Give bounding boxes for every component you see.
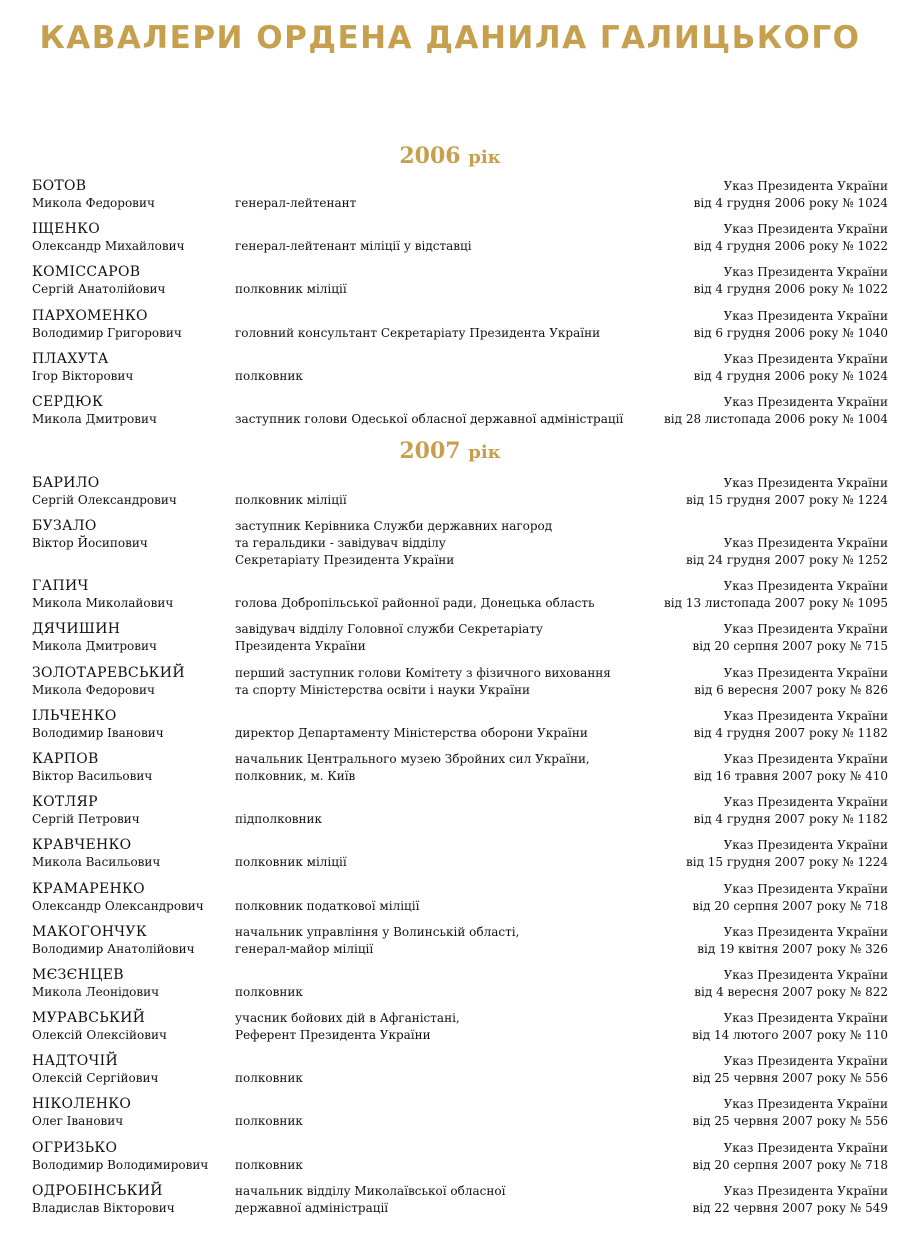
decree-reference xyxy=(693,1053,888,1087)
decree-date: від 20 серпня 2007 року № 718 xyxy=(692,898,888,913)
recipient-position xyxy=(235,1010,655,1044)
award-entry xyxy=(0,221,900,264)
award-entry xyxy=(0,708,900,751)
decree-date: від 15 грудня 2007 року № 1224 xyxy=(685,493,888,507)
award-entry xyxy=(0,924,900,967)
decree-reference xyxy=(694,351,888,385)
award-entry xyxy=(0,308,900,351)
recipient-surname: ОДРОБІНСЬКИЙ xyxy=(32,1182,163,1199)
year-number: 2007 xyxy=(399,438,461,464)
recipient-surname: ПАРХОМЕНКО xyxy=(32,307,148,324)
recipient-surname: КОТЛЯР xyxy=(32,794,98,811)
decree-title: Указ Президента України xyxy=(723,536,888,551)
decree-reference xyxy=(664,578,888,612)
decree-reference xyxy=(694,308,888,342)
decree-date: від 4 грудня 2006 року № 1022 xyxy=(693,239,888,254)
decree-title: Указ Президента України xyxy=(723,222,888,237)
decree-title: Указ Президента України xyxy=(723,476,888,490)
recipient-position xyxy=(235,1157,655,1174)
decree-title: Указ Президента України xyxy=(723,1183,888,1198)
position-line: генерал-майор міліції xyxy=(235,941,374,956)
entries-list xyxy=(0,475,900,1226)
recipient-given-names: Володимир Григорович xyxy=(32,325,182,340)
recipient-given-names: Олександр Михайлович xyxy=(32,239,185,254)
decree-reference xyxy=(694,264,888,298)
recipient-surname: МЄЗЄНЦЕВ xyxy=(32,966,124,983)
decree-date: від 4 вересня 2007 року № 822 xyxy=(694,984,888,999)
award-entry xyxy=(0,1096,900,1139)
recipient-surname: ЗОЛОТАРЕВСЬКИЙ xyxy=(32,664,185,681)
award-entry xyxy=(0,1053,900,1096)
decree-title: Указ Президента України xyxy=(723,881,888,896)
recipient-surname: КОМІССАРОВ xyxy=(32,264,141,281)
position-line: Секретаріату Президента України xyxy=(235,553,455,568)
recipient-surname: ІЛЬЧЕНКО xyxy=(32,707,117,724)
recipient-position xyxy=(235,368,655,385)
recipient-position xyxy=(235,751,655,785)
recipient-position xyxy=(235,281,655,298)
recipient-surname: КРАВЧЕНКО xyxy=(32,837,132,854)
position-line: перший заступник голови Комітету з фізичного виховання xyxy=(235,665,611,680)
recipient-surname: ІЩЕНКО xyxy=(32,221,101,238)
recipient-given-names: Віктор Васильович xyxy=(32,768,153,783)
decree-title: Указ Президента України xyxy=(723,394,888,409)
decree-title: Указ Президента України xyxy=(723,1097,888,1112)
recipient-position xyxy=(235,518,655,569)
position-line: завідувач відділу Головної служби Секретаріату xyxy=(235,622,543,637)
position-line: Президента України xyxy=(235,639,366,654)
award-entry xyxy=(0,264,900,307)
decree-reference xyxy=(694,967,888,1001)
decree-reference xyxy=(686,475,888,509)
decree-date: від 19 квітня 2007 року № 326 xyxy=(697,941,888,956)
recipient-given-names: Ігор Вікторович xyxy=(32,368,134,383)
decree-title: Указ Президента України xyxy=(723,924,888,939)
award-entry xyxy=(0,621,900,664)
section-2007 xyxy=(0,437,900,1226)
position-line: заступник голови Одеської обласної державної адміністрації xyxy=(235,411,624,426)
decree-reference xyxy=(686,837,888,871)
recipient-position xyxy=(235,1070,655,1087)
decree-reference xyxy=(693,881,888,915)
award-entry xyxy=(0,665,900,708)
decree-date: від 16 травня 2007 року № 410 xyxy=(693,768,888,783)
recipient-given-names: Микола Миколайович xyxy=(32,596,174,611)
position-line: полковник xyxy=(235,1071,303,1086)
position-line: полковник xyxy=(235,1114,303,1129)
decree-date: від 22 червня 2007 року № 549 xyxy=(692,1200,888,1215)
recipient-surname: КАРПОВ xyxy=(32,750,99,767)
recipient-given-names: Сергій Анатолійович xyxy=(32,282,166,297)
decree-date: від 15 грудня 2007 року № 1224 xyxy=(685,855,888,870)
award-entry xyxy=(0,1183,900,1226)
recipient-position xyxy=(235,238,655,255)
position-line: полковник xyxy=(235,368,303,383)
award-entry xyxy=(0,837,900,880)
award-entry xyxy=(0,881,900,924)
recipient-position xyxy=(235,665,655,699)
award-entry xyxy=(0,475,900,518)
decree-date: від 13 листопада 2007 року № 1095 xyxy=(664,596,888,611)
decree-reference xyxy=(694,708,888,742)
recipient-surname: НАДТОЧІЙ xyxy=(32,1053,118,1070)
position-line: та спорту Міністерства освіти і науки України xyxy=(235,682,530,697)
year-suffix: рік xyxy=(468,442,501,463)
decree-reference xyxy=(693,1140,888,1174)
year-number: 2006 xyxy=(399,143,461,169)
decree-reference xyxy=(693,621,888,655)
award-entry xyxy=(0,578,900,621)
recipient-position xyxy=(235,854,655,871)
decree-title: Указ Президента України xyxy=(723,179,888,193)
decree-reference xyxy=(697,924,888,958)
decree-title: Указ Президента України xyxy=(723,1054,888,1069)
recipient-given-names: Віктор Йосипович xyxy=(32,536,148,551)
recipient-given-names: Олексій Сергійович xyxy=(32,1071,159,1086)
award-entry xyxy=(0,394,900,437)
award-entry xyxy=(0,967,900,1010)
recipient-surname: НІКОЛЕНКО xyxy=(32,1096,132,1113)
recipient-surname: СЕРДЮК xyxy=(32,393,104,410)
decree-title: Указ Президента України xyxy=(723,265,888,280)
recipient-position xyxy=(235,595,655,612)
position-line: полковник міліції xyxy=(235,493,347,507)
decree-date: від 24 грудня 2007 року № 1252 xyxy=(685,553,888,568)
recipient-position xyxy=(235,924,655,958)
recipient-given-names: Микола Дмитрович xyxy=(32,639,157,654)
decree-date: від 4 грудня 2006 року № 1024 xyxy=(693,196,888,210)
recipient-given-names: Володимир Іванович xyxy=(32,725,164,740)
recipient-given-names: Володимир Анатолійович xyxy=(32,941,195,956)
award-entry xyxy=(0,794,900,837)
position-line: головний консультант Секретаріату Президента України xyxy=(235,325,601,340)
decree-reference xyxy=(686,535,888,569)
decree-date: від 6 грудня 2006 року № 1040 xyxy=(693,325,888,340)
decree-date: від 25 червня 2007 року № 556 xyxy=(692,1071,888,1086)
decree-reference xyxy=(692,1010,888,1044)
decree-date: від 4 грудня 2007 року № 1182 xyxy=(693,812,888,827)
position-line: підполковник xyxy=(235,812,323,827)
recipient-given-names: Сергій Петрович xyxy=(32,812,140,827)
page-title: КАВАЛЕРИ ОРДЕНА ДАНИЛА ГАЛИЦЬКОГО xyxy=(39,20,861,56)
recipient-position xyxy=(235,195,655,212)
award-entry xyxy=(0,351,900,394)
decree-reference xyxy=(693,1183,888,1217)
recipient-position xyxy=(235,325,655,342)
decree-reference xyxy=(694,178,888,212)
position-line: полковник податкової міліції xyxy=(235,898,420,913)
decree-title: Указ Президента України xyxy=(723,665,888,680)
decree-title: Указ Президента України xyxy=(723,351,888,366)
recipient-position xyxy=(235,492,655,509)
position-line: начальник управління у Волинській області, xyxy=(235,924,520,939)
position-line: полковник міліції xyxy=(235,282,347,297)
decree-title: Указ Президента України xyxy=(723,708,888,723)
recipient-given-names: Микола Васильович xyxy=(32,855,161,870)
decree-reference xyxy=(693,1096,888,1130)
decree-date: від 25 червня 2007 року № 556 xyxy=(692,1114,888,1129)
decree-date: від 20 серпня 2007 року № 718 xyxy=(692,1157,888,1172)
award-entry xyxy=(0,1010,900,1053)
position-line: державної адміністрації xyxy=(235,1200,389,1215)
recipient-surname: БАРИЛО xyxy=(32,475,100,491)
award-entry xyxy=(0,751,900,794)
award-entry xyxy=(0,1140,900,1183)
entries-list xyxy=(0,178,900,437)
position-line: генерал-лейтенант xyxy=(235,196,357,210)
decree-reference xyxy=(694,794,888,828)
decree-date: від 4 грудня 2007 року № 1182 xyxy=(693,725,888,740)
award-entry xyxy=(0,178,900,221)
position-line: Референт Президента України xyxy=(235,1028,431,1043)
decree-date: від 20 серпня 2007 року № 715 xyxy=(692,639,888,654)
recipient-position xyxy=(235,1183,655,1217)
recipient-surname: БУЗАЛО xyxy=(32,518,97,535)
position-line: голова Добропільської районної ради, Донецька область xyxy=(235,596,595,611)
decree-title: Указ Президента України xyxy=(723,795,888,810)
recipient-given-names: Володимир Володимирович xyxy=(32,1157,209,1172)
recipient-given-names: Олексій Олексійович xyxy=(32,1028,167,1043)
decree-title: Указ Президента України xyxy=(723,967,888,982)
position-line: полковник, м. Київ xyxy=(235,768,356,783)
award-entry xyxy=(0,518,900,578)
decree-title: Указ Президента України xyxy=(723,622,888,637)
recipient-given-names: Микола Дмитрович xyxy=(32,411,157,426)
decree-title: Указ Президента України xyxy=(723,1140,888,1155)
decree-date: від 6 вересня 2007 року № 826 xyxy=(694,682,888,697)
decree-title: Указ Президента України xyxy=(723,579,888,594)
recipient-position xyxy=(235,984,655,1001)
recipient-position xyxy=(235,411,655,428)
recipient-given-names: Микола Федорович xyxy=(32,196,155,210)
recipient-surname: ПЛАХУТА xyxy=(32,350,109,367)
position-line: начальник відділу Миколаївської обласної xyxy=(235,1183,506,1198)
recipient-surname: ОГРИЗЬКО xyxy=(32,1139,118,1156)
position-line: полковник xyxy=(235,984,303,999)
year-heading xyxy=(0,142,900,170)
recipient-position xyxy=(235,1113,655,1130)
decree-reference xyxy=(664,394,888,428)
recipient-given-names: Владислав Вікторович xyxy=(32,1200,175,1215)
recipient-surname: МАКОГОНЧУК xyxy=(32,923,147,940)
recipient-surname: ГАПИЧ xyxy=(32,578,89,595)
decree-title: Указ Президента України xyxy=(723,838,888,853)
decree-date: від 4 грудня 2006 року № 1024 xyxy=(693,368,888,383)
recipient-surname: КРАМАРЕНКО xyxy=(32,880,145,897)
decree-date: від 14 лютого 2007 року № 110 xyxy=(692,1028,888,1043)
recipient-position xyxy=(235,898,655,915)
recipient-given-names: Олег Іванович xyxy=(32,1114,124,1129)
position-line: заступник Керівника Служби державних нагород xyxy=(235,519,553,534)
recipient-surname: ДЯЧИШИН xyxy=(32,621,121,638)
position-line: учасник бойових дій в Афганістані, xyxy=(235,1011,460,1026)
position-line: полковник міліції xyxy=(235,855,347,870)
recipient-position xyxy=(235,811,655,828)
position-line: директор Департаменту Міністерства оборони України xyxy=(235,725,588,740)
decree-date: від 28 листопада 2006 року № 1004 xyxy=(664,411,888,426)
year-heading xyxy=(0,437,900,465)
decree-date: від 4 грудня 2006 року № 1022 xyxy=(693,282,888,297)
position-line: начальник Центрального музею Збройних сил України, xyxy=(235,751,590,766)
decree-reference xyxy=(694,221,888,255)
decree-title: Указ Президента України xyxy=(723,1011,888,1026)
year-suffix: рік xyxy=(468,147,501,168)
recipient-given-names: Олександр Олександрович xyxy=(32,898,204,913)
section-2006 xyxy=(0,142,900,437)
recipient-surname: МУРАВСЬКИЙ xyxy=(32,1010,146,1027)
position-line: генерал-лейтенант міліції у відставці xyxy=(235,239,472,254)
position-line: та геральдики - завідувач відділу xyxy=(235,536,446,551)
decree-reference xyxy=(694,665,888,699)
recipient-given-names: Сергій Олександрович xyxy=(32,493,177,507)
decree-reference xyxy=(694,751,888,785)
recipient-position xyxy=(235,725,655,742)
recipient-given-names: Микола Федорович xyxy=(32,682,155,697)
position-line: полковник xyxy=(235,1157,303,1172)
recipient-given-names: Микола Леонідович xyxy=(32,984,160,999)
decree-title: Указ Президента України xyxy=(723,751,888,766)
decree-title: Указ Президента України xyxy=(723,308,888,323)
recipient-surname: БОТОВ xyxy=(32,178,87,194)
recipient-position xyxy=(235,621,655,655)
